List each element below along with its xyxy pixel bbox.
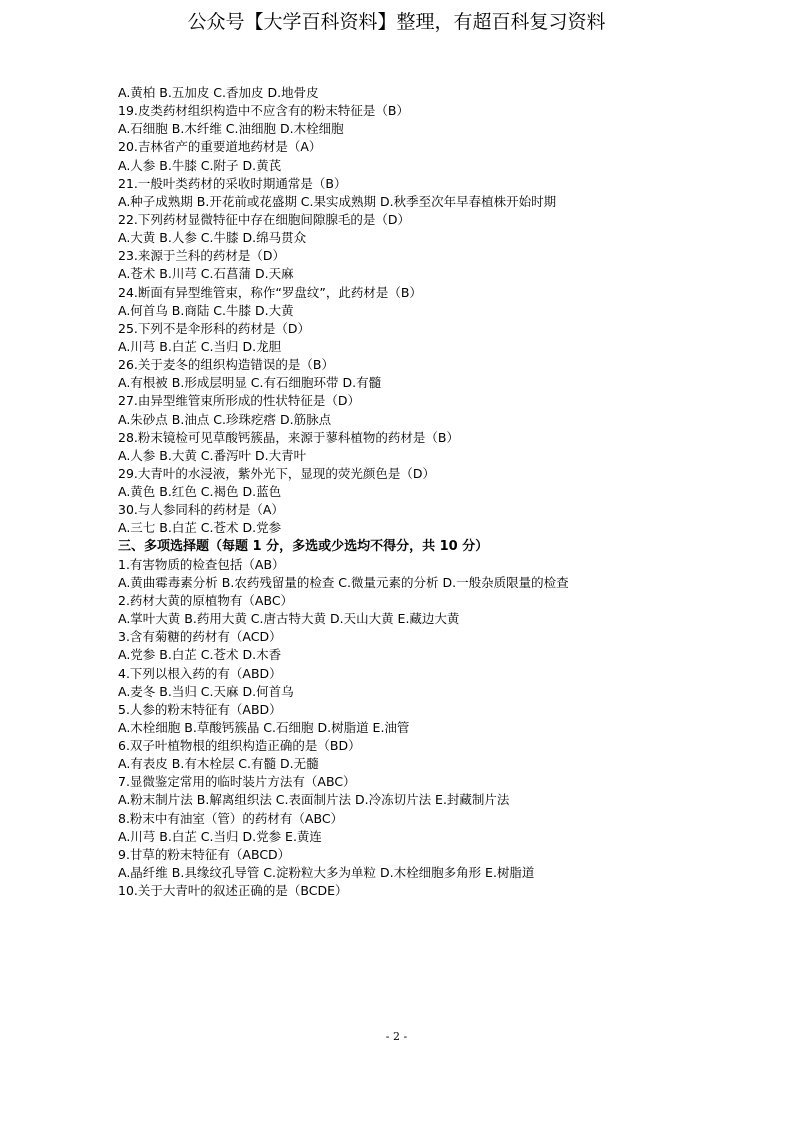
question-line: 22.下列药材显微特征中存在细胞间隙腺毛的是（D）: [118, 211, 411, 227]
question-line: 27.由异型维管束所形成的性状特征是（D）: [118, 393, 361, 409]
question-line: 28.粉末镜检可见草酸钙簇晶，来源于蓼科植物的药材是（B）: [118, 429, 459, 445]
question-line: 20.吉林省产的重要道地药材是（A）: [118, 139, 322, 155]
options-line: A.木栓细胞 B.草酸钙簇晶 C.石细胞 D.树脂道 E.油管: [118, 719, 410, 735]
question-line: 4.下列以根入药的有（ABD）: [118, 665, 282, 681]
question-line: 1.有害物质的检查包括（AB）: [118, 556, 285, 572]
question-line: 24.断面有异型维管束，称作“罗盘纹”，此药材是（B）: [118, 284, 422, 300]
section-heading: 三、多项选择题（每题 1 分，多选或少选均不得分，共 10 分）: [118, 538, 489, 554]
question-line: 29.大青叶的水浸液，紫外光下，显现的荧光颜色是（D）: [118, 465, 436, 481]
question-line: 30.与人参同科的药材是（A）: [118, 502, 284, 518]
question-line: 7.显微鉴定常用的临时装片方法有（ABC）: [118, 774, 356, 790]
options-line: A.种子成熟期 B.开花前或花盛期 C.果实成熟期 D.秋季至次年早春植株开始时期: [118, 193, 557, 209]
question-line: 21.一般叶类药材的采收时期通常是（B）: [118, 175, 347, 191]
options-line: A.党参 B.白芷 C.苍术 D.木香: [118, 647, 282, 663]
document-body: [118, 84, 758, 900]
options-line: A.大黄 B.人参 C.牛膝 D.绵马贯众: [118, 230, 307, 246]
question-line: 25.下列不是伞形科的药材是（D）: [118, 320, 311, 336]
options-line: A.麦冬 B.当归 C.天麻 D.何首乌: [118, 683, 294, 699]
options-line: A.晶纤维 B.具缘纹孔导管 C.淀粉粒大多为单粒 D.木栓细胞多角形 E.树脂道: [118, 865, 535, 881]
question-line: 23.来源于兰科的药材是（D）: [118, 248, 286, 264]
options-line: A.掌叶大黄 B.药用大黄 C.唐古特大黄 D.天山大黄 E.藏边大黄: [118, 611, 460, 627]
options-line: A.黄曲霉毒素分析 B.农药残留量的检查 C.微量元素的分析 D.一般杂质限量的检查: [118, 574, 569, 590]
options-line: A.人参 B.牛膝 C.附子 D.黄芪: [118, 157, 282, 173]
options-line: A.粉末制片法 B.解离组织法 C.表面制片法 D.冷冻切片法 E.封藏制片法: [118, 792, 510, 808]
options-line: A.石细胞 B.木纤维 C.油细胞 D.木栓细胞: [118, 121, 344, 137]
question-line: 3.含有菊糖的药材有（ACD）: [118, 629, 282, 645]
question-line: 10.关于大青叶的叙述正确的是（BCDE）: [118, 883, 348, 899]
options-line: A.人参 B.大黄 C.番泻叶 D.大青叶: [118, 447, 307, 463]
options-line: A.黄色 B.红色 C.褐色 D.蓝色: [118, 484, 282, 500]
question-line: 2.药材大黄的原植物有（ABC）: [118, 592, 294, 608]
options-line: A.苍术 B.川芎 C.石菖蒲 D.天麻: [118, 266, 294, 282]
options-line: A.川芎 B.白芷 C.当归 D.龙胆: [118, 338, 282, 354]
text-line: A.黄柏 B.五加皮 C.香加皮 D.地骨皮: [118, 85, 319, 100]
options-line: A.有根被 B.形成层明显 C.有石细胞环带 D.有髓: [118, 375, 382, 391]
question-line: 8.粉末中有油室（管）的药材有（ABC）: [118, 810, 344, 826]
options-line: A.有表皮 B.有木栓层 C.有髓 D.无髓: [118, 756, 319, 772]
options-line: A.朱砂点 B.油点 C.珍珠疙瘩 D.筋脉点: [118, 411, 332, 427]
question-line: 26.关于麦冬的组织构造错误的是（B）: [118, 357, 334, 373]
question-line: 9.甘草的粉末特征有（ABCD）: [118, 846, 291, 862]
options-line: A.川芎 B.白芷 C.当归 D.党参 E.黄连: [118, 828, 322, 844]
question-line: 19.皮类药材组织构造中不应含有的粉末特征是（B）: [118, 103, 409, 119]
page-number: - 2 -: [385, 1030, 408, 1043]
page-header: 公众号【大学百科资料】整理，有超百科复习资料: [187, 11, 606, 33]
question-line: 6.双子叶植物根的组织构造正确的是（BD）: [118, 738, 361, 754]
options-line: A.三七 B.白芷 C.苍术 D.党参: [118, 520, 282, 536]
options-line: A.何首乌 B.商陆 C.牛膝 D.大黄: [118, 302, 294, 318]
question-line: 5.人参的粉末特征有（ABD）: [118, 701, 282, 717]
